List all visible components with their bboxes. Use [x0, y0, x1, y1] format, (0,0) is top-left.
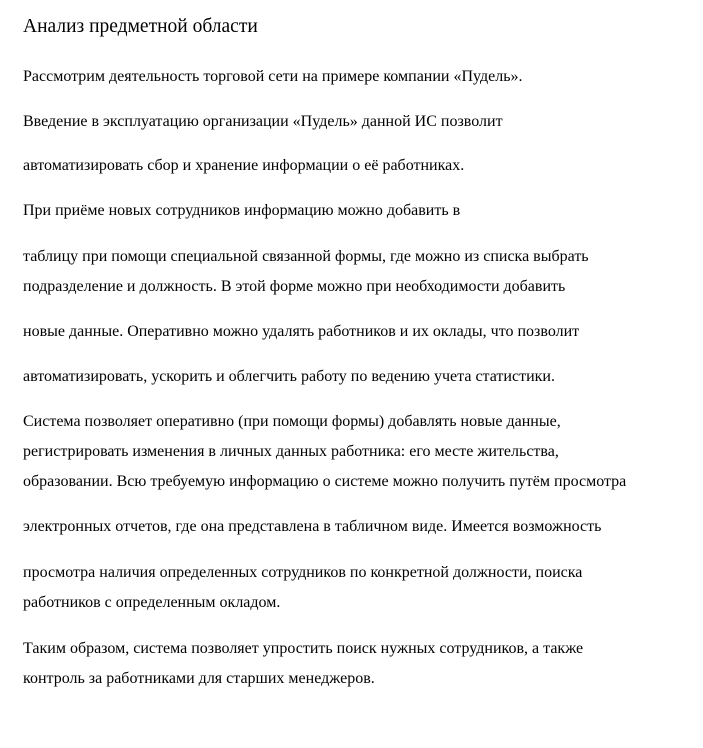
text-line: автоматизировать, ускорить и облегчить работу по ведению учета статистики.: [23, 368, 555, 385]
text-line: работников с определенным окладом.: [23, 594, 281, 611]
text-line: Система позволяет оперативно (при помощи формы) добавлять новые данные,: [23, 413, 561, 430]
text-line: подразделение и должность. В этой форме можно при необходимости добавить: [23, 278, 566, 295]
text-line: контроль за работниками для старших менеджеров.: [23, 670, 375, 687]
text-line: таблицу при помощи специальной связанной формы, где можно из списка выбрать: [23, 248, 589, 265]
text-line: образовании. Всю требуемую информацию о системе можно получить путём просмотра: [23, 473, 627, 490]
text-line: просмотра наличия определенных сотрудников по конкретной должности, поиска: [23, 564, 583, 581]
text-line: регистрировать изменения в личных данных работника: его месте жительства,: [23, 443, 559, 460]
text-line: электронных отчетов, где она представлена в табличном виде. Имеется возможность: [23, 518, 602, 535]
document-heading: Анализ предметной области: [23, 16, 258, 37]
text-line: Таким образом, система позволяет упростить поиск нужных сотрудников, а также: [23, 640, 584, 657]
text-line: автоматизировать сбор и хранение информации о её работниках.: [23, 157, 465, 174]
text-line: новые данные. Оперативно можно удалять работников и их оклады, что позволит: [23, 323, 580, 340]
text-line: Введение в эксплуатацию организации «Пудель» данной ИС позволит: [23, 113, 503, 130]
text-line: При приёме новых сотрудников информацию можно добавить в: [23, 202, 461, 219]
text-line: Рассмотрим деятельность торговой сети на примере компании «Пудель».: [23, 68, 523, 85]
